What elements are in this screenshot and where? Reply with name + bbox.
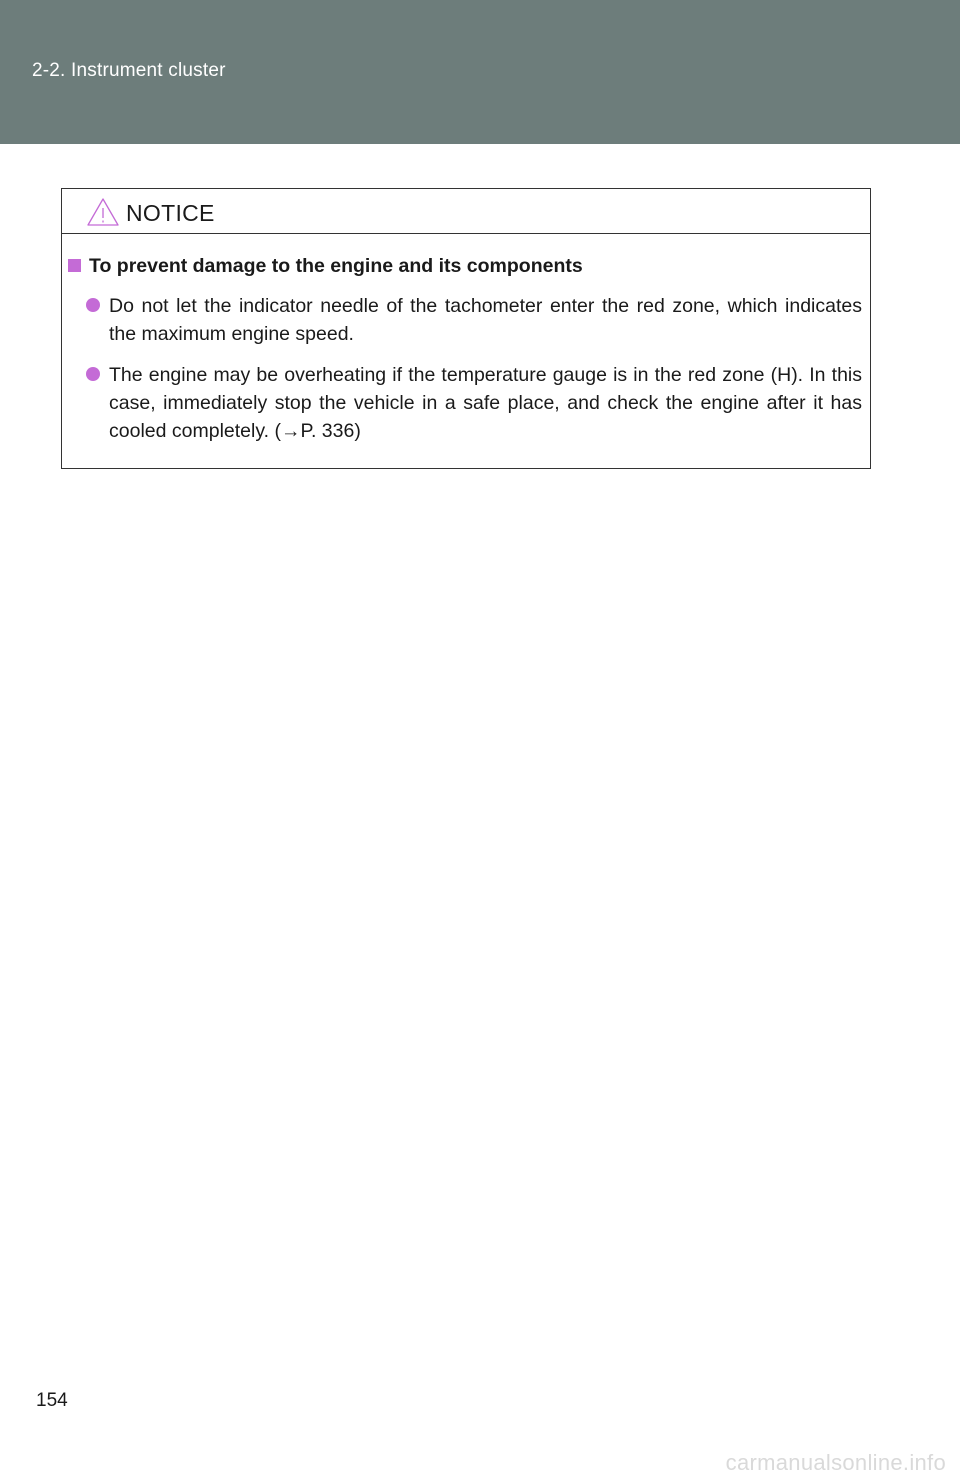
page-number: 154: [36, 1390, 68, 1411]
notice-subheading: [68, 255, 583, 278]
notice-subheading-text: To prevent damage to the engine and its components: [89, 255, 583, 277]
notice-item: [86, 292, 862, 348]
watermark: carmanualsonline.info: [725, 1450, 946, 1475]
notice-item-text: The engine may be overheating if the temperature gauge is in the red zone (H). In this case, immediately stop the vehicle in a safe place, and check the engine after it has cooled completely. (→P. 336): [109, 364, 862, 442]
notice-header: [62, 189, 870, 234]
notice-item: [86, 361, 862, 445]
notice-box: [61, 188, 871, 469]
square-bullet-icon: [68, 259, 81, 272]
section-title: 2-2. Instrument cluster: [32, 60, 226, 81]
warning-triangle-icon: [86, 197, 120, 227]
notice-title: NOTICE: [126, 200, 215, 226]
round-bullet-icon: [86, 367, 100, 381]
notice-item-text: Do not let the indicator needle of the tachometer enter the red zone, which indicates the maximum engine speed.: [109, 295, 862, 345]
round-bullet-icon: [86, 298, 100, 312]
